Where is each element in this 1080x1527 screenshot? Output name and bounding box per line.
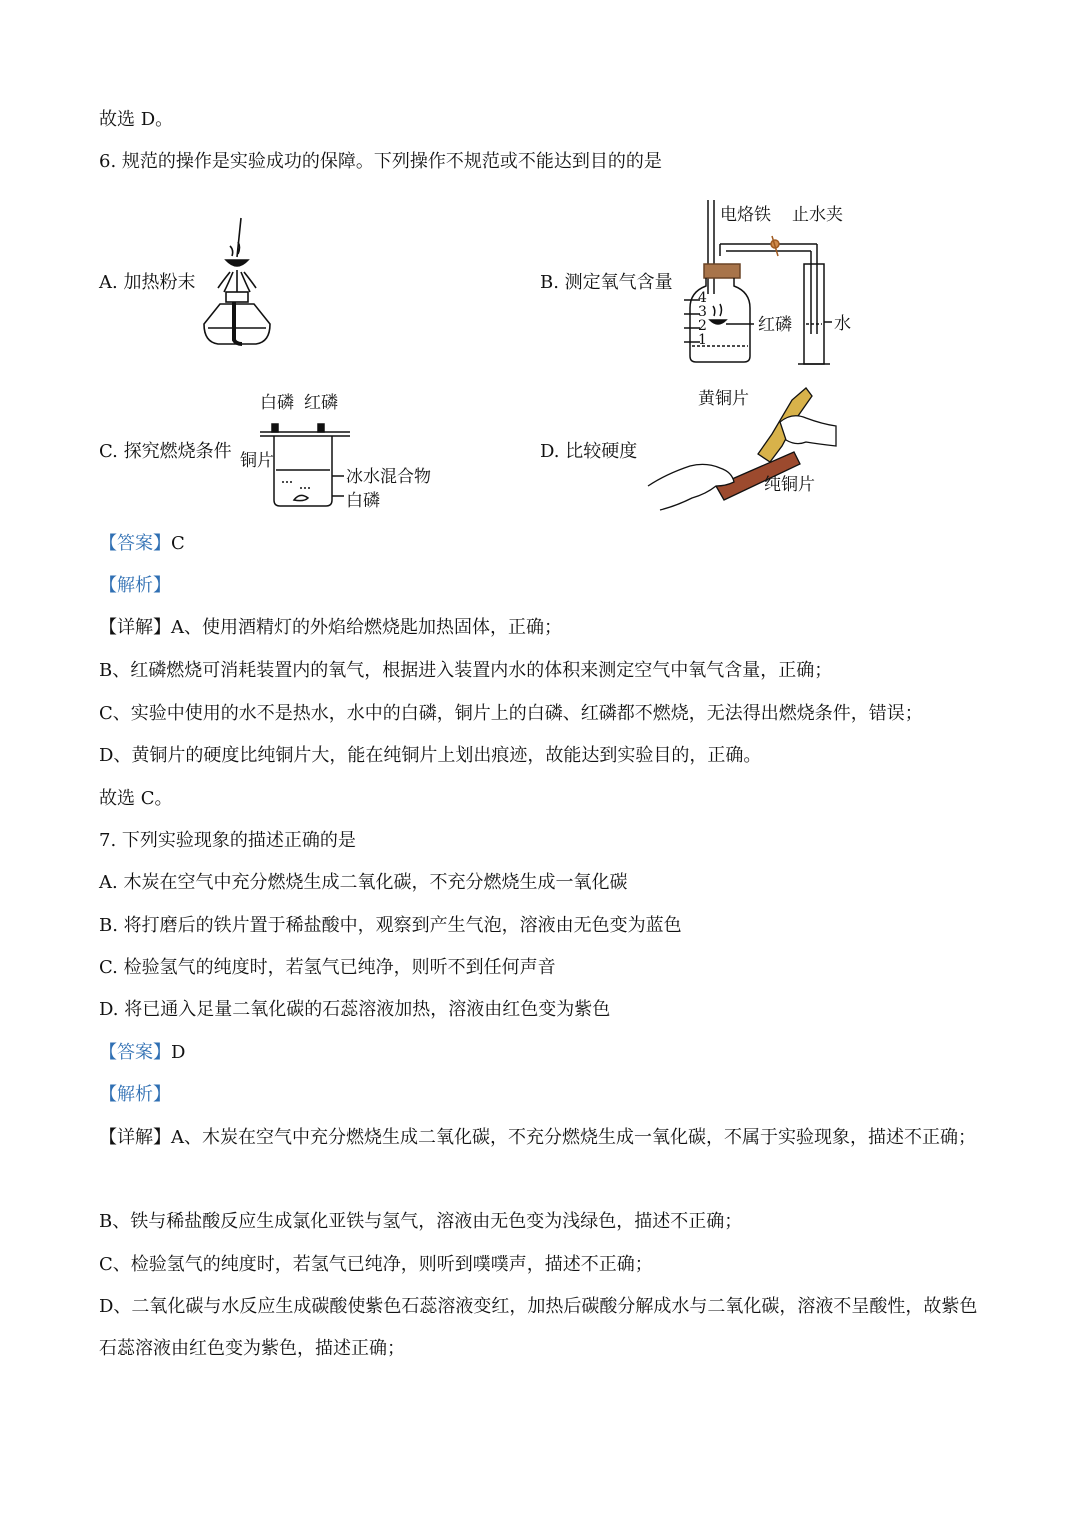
- previous-choice: 故选 D。: [99, 109, 174, 130]
- q7-detail-d: D、二氧化碳与水反应生成碳酸使紫色石蕊溶液变红，加热后碳酸分解成水与二氧化碳，溶液不呈酸性，故紫色石蕊溶液由红色变为紫色，描述正确；: [99, 1296, 978, 1359]
- detail-tag: 【详解】: [99, 1127, 171, 1148]
- q7-detail-b: B、铁与稀盐酸反应生成氯化亚铁与氢气，溶液由无色变为浅绿色，描述不正确；: [99, 1211, 743, 1232]
- detail-tag: 【详解】: [99, 617, 171, 638]
- answer-value: D: [171, 1042, 186, 1063]
- q7-answer: [99, 1042, 185, 1064]
- scale-mark-3: 3: [698, 304, 707, 320]
- figure-oxygen-apparatus: [680, 196, 870, 368]
- detail-text: A、木炭在空气中充分燃烧生成二氧化碳，不充分燃烧生成一氧化碳，不属于实验现象，描述不正确；: [171, 1127, 976, 1148]
- answer-tag: 【答案】: [99, 533, 171, 554]
- label-white-phosphorus-bottom: 白磷: [346, 491, 380, 511]
- figure-alcohol-lamp: [196, 212, 276, 348]
- q7-detail-c: C、检验氢气的纯度时，若氢气已纯净，则听到噗噗声，描述不正确；: [99, 1254, 653, 1275]
- q6-option-c: C. 探究燃烧条件: [99, 441, 232, 462]
- q6-detail-a: [99, 617, 562, 639]
- q6-option-a: A. 加热粉末: [99, 272, 196, 293]
- q7-analysis-tag: 【解析】: [99, 1084, 171, 1105]
- q6-detail-d: D、黄铜片的硬度比纯铜片大，能在纯铜片上划出痕迹，故能达到实验目的，正确。: [99, 745, 762, 766]
- answer-value: C: [171, 533, 185, 554]
- scale-mark-4: 4: [698, 290, 707, 306]
- label-water: 水: [834, 314, 851, 334]
- q6-detail-c: C、实验中使用的水不是热水，水中的白磷，铜片上的白磷、红磷都不燃烧，无法得出燃烧条件，错误；: [99, 703, 923, 724]
- label-red-phosphorus-top: 红磷: [304, 393, 338, 413]
- label-pure-copper-plate: 纯铜片: [764, 475, 815, 495]
- answer-tag: 【答案】: [99, 1042, 171, 1063]
- q7-option-d: D. 将已通入足量二氧化碳的石蕊溶液加热，溶液由红色变为紫色: [99, 999, 611, 1020]
- q6-detail-b: B、红磷燃烧可消耗装置内的氧气，根据进入装置内水的体积来测定空气中氧气含量，正确；: [99, 660, 833, 681]
- figure-hardness-comparison: [646, 382, 842, 516]
- label-brass-plate: 黄铜片: [698, 389, 749, 409]
- q7-option-a: A. 木炭在空气中充分燃烧生成二氧化碳，不充分燃烧生成一氧化碳: [99, 872, 628, 893]
- label-copper-plate: 铜片: [240, 451, 274, 471]
- label-red-phosphorus: 红磷: [758, 315, 792, 335]
- label-water-clamp: 止水夹: [792, 205, 843, 225]
- q7-detail-a: [99, 1117, 984, 1159]
- q6-answer: [99, 533, 185, 555]
- q6-option-b: B. 测定氧气含量: [540, 272, 673, 293]
- q7-option-c: C. 检验氢气的纯度时，若氢气已纯净，则听不到任何声音: [99, 957, 556, 978]
- label-white-phosphorus-top: 白磷: [260, 393, 294, 413]
- q6-choice: 故选 C。: [99, 788, 173, 809]
- q7-stem: 7. 下列实验现象的描述正确的是: [99, 830, 356, 851]
- label-ice-water: 冰水混合物: [346, 467, 431, 487]
- scale-mark-1: 1: [698, 332, 707, 348]
- q7-option-b: B. 将打磨后的铁片置于稀盐酸中，观察到产生气泡，溶液由无色变为蓝色: [99, 915, 682, 936]
- detail-text: A、使用酒精灯的外焰给燃烧匙加热固体，正确；: [171, 617, 562, 638]
- label-soldering-iron: 电烙铁: [720, 205, 771, 225]
- q6-option-d: D. 比较硬度: [540, 441, 638, 462]
- figure-combustion-experiment: [238, 388, 448, 514]
- q6-analysis-tag: 【解析】: [99, 575, 171, 596]
- q6-stem: 6. 规范的操作是实验成功的保障。下列操作不规范或不能达到目的的是: [99, 151, 662, 172]
- scale-mark-2: 2: [698, 318, 707, 334]
